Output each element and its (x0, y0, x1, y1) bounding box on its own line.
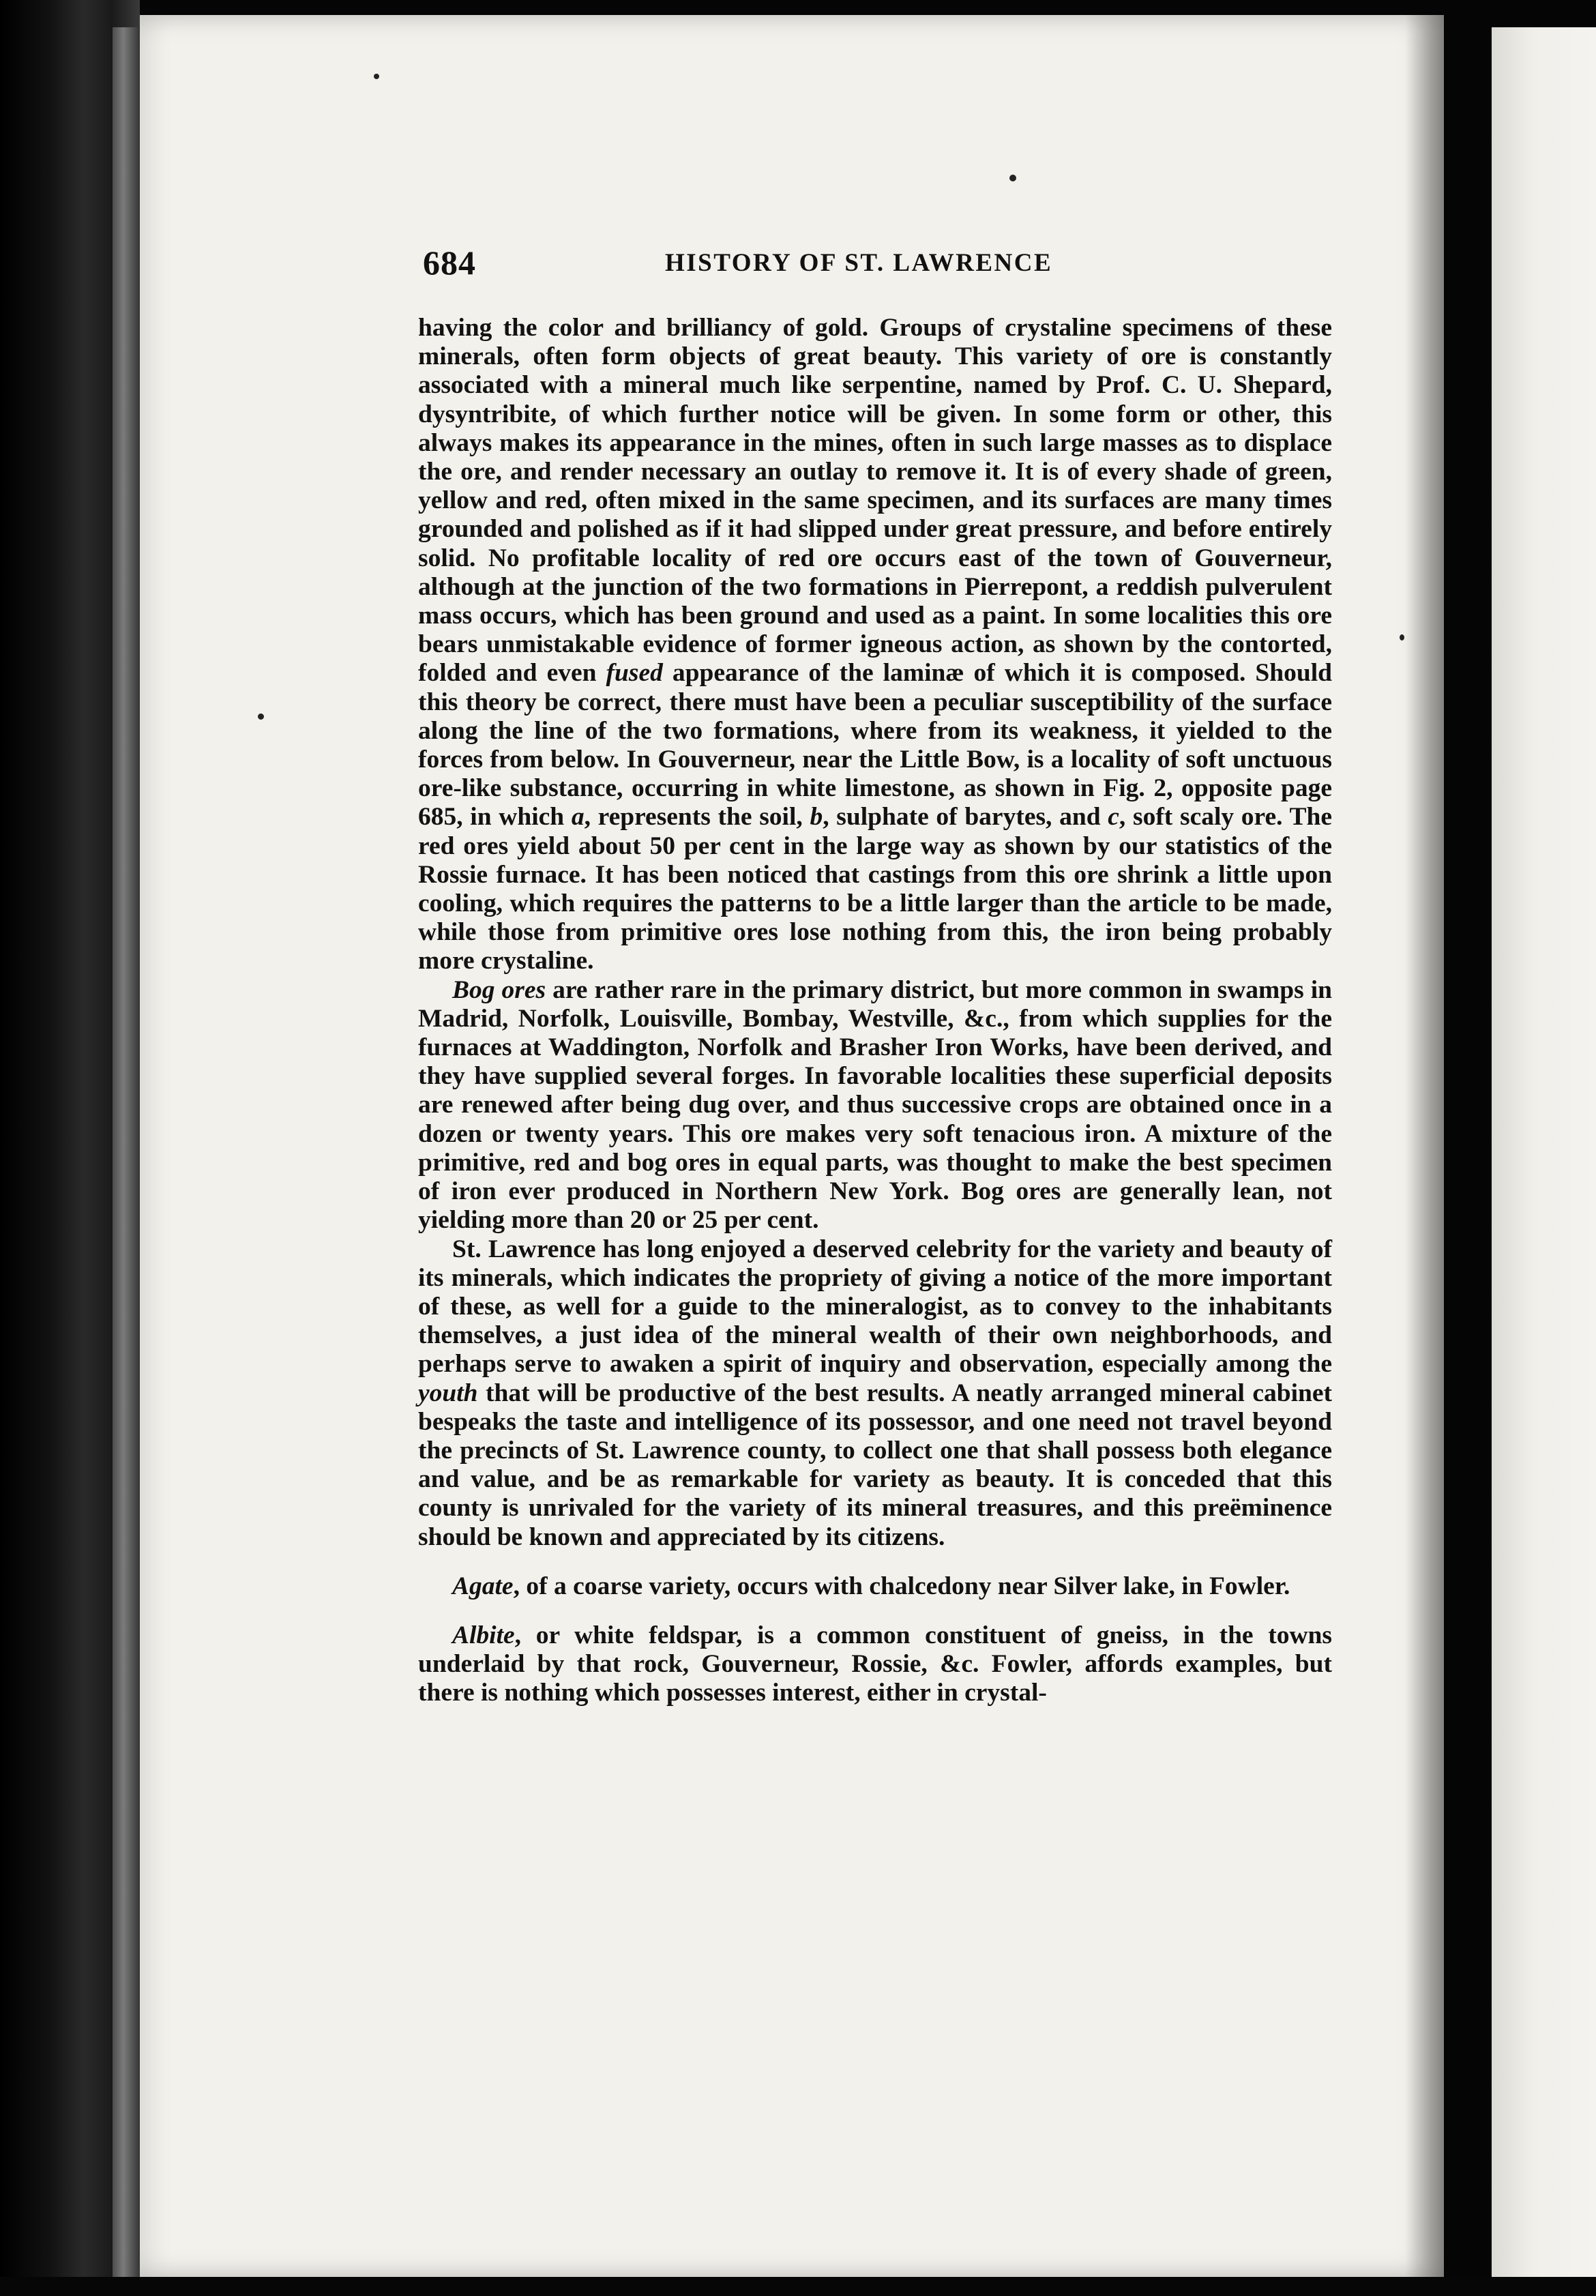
book-gutter (1444, 0, 1492, 2296)
entry-albite: Albite, or white feldspar, is a common constituent of gneiss, in the towns underlaid by that rock, Gouverneur, Rossie, &c. Fowler, affords examples, but there is nothing which possesses interest, either in crystal- (418, 1621, 1332, 1707)
facing-page-edge (1492, 27, 1596, 2278)
spine-edge (113, 27, 140, 2278)
paragraph-minerals-intro: St. Lawrence has long enjoyed a deserved celebrity for the variety and beauty of its minerals, which indicates the propriety of giving a notice of the more important of these, as well for a guide to the mineralogist, as to convey to the inhabitants themselves, a just idea of the mineral wealth of their own neighborhoods, and perhaps serve to awaken a spirit of inquiry and observation, especially among the youth that will be productive of the best results. A neatly arranged mineral cabinet bespeaks the taste and intelligence of its possessor, and one need not travel beyond the precincts of St. Lawrence county, to collect one that shall possess both elegance and value, and be as remarkable for variety as beauty. It is conceded that this county is unrivaled for the variety of its mineral treasures, and this preëminence should be known and appreciated by its citizens. (418, 1235, 1333, 1551)
body-text (418, 314, 1332, 1708)
scan-speck (1400, 634, 1404, 641)
scan-speck (374, 74, 379, 79)
running-header (423, 243, 1330, 284)
scan-speck (258, 713, 264, 720)
term-bog-ores: Bog ores (452, 975, 546, 1004)
page-number: 684 (423, 244, 476, 282)
term-agate: Agate (452, 1572, 514, 1600)
entry-agate: Agate, of a coarse variety, occurs with chalcedony near Silver lake, in Fowler. (452, 1572, 1290, 1600)
paragraph-bog-ores: Bog ores are rather rare in the primary district, but more common in swamps in Madrid, Norfolk, Louisville, Bombay, Westville, &c., from which supplies for the furnaces at Waddington, Norfolk and Brasher Iron Works, have been derived, and they have supplied several forges. In favorable localities these superficial deposits are renewed after being dug over, and thus successive crops are obtained once in a dozen or twenty years. This ore makes very soft tenacious iron. A mixture of the primitive, red and bog ores in equal parts, was thought to make the best specimen of iron ever produced in Northern New York. Bog ores are generally lean, not yielding more than 20 or 25 per cent. (418, 975, 1332, 1235)
term-albite: Albite (452, 1621, 515, 1649)
running-title: HISTORY OF ST. LAWRENCE (665, 249, 1053, 277)
page-shadow (1405, 15, 1444, 2277)
scan-bottom-border (0, 2277, 1596, 2296)
scan-speck (1009, 175, 1016, 181)
paragraph-red-ores: having the color and brilliancy of gold. Groups of crystaline specimens of these minerals, often form objects of great beauty. This variety of ore is constantly associated with a mineral much like serpentine, named by Prof. C. U. Shepard, dysyntribite, of which further notice will be given. In some form or other, this always makes its appearance in the mines, often in such large masses as to displace the ore, and render necessary an outlay to remove it. It is of every shade of green, yellow and red, often mixed in the same specimen, and its surfaces are many times grounded and polished as if it had slipped under great pressure, and before entirely solid. No profitable locality of red ore occurs east of the town of Gouverneur, although at the junction of the two formations in Pierrepont, a reddish pulverulent mass occurs, which has been ground and used as a paint. In some localities this ore bears unmistakable evidence of former igneous action, as shown by the contorted, folded and even fused appearance of the laminæ of which it is composed. Should this theory be correct, there must have been a peculiar susceptibility of the surface along the line of the two formations, where from its weakness, it yielded to the forces from below. In Gouverneur, near the Little Bow, is a locality of soft unctuous ore-like substance, occurring in white limestone, as shown in Fig. 2, opposite page 685, in which a, represents the soil, b, sulphate of barytes, and c, soft scaly ore. The red ores yield about 50 per cent in the large way as shown by our statistics of the Rossie furnace. It has been noticed that castings from this ore shrink a little upon cooling, which requires the patterns to be a little larger than the article to be made, while those from primitive ores lose nothing from this, the iron being probably more crystaline. (418, 314, 1333, 975)
